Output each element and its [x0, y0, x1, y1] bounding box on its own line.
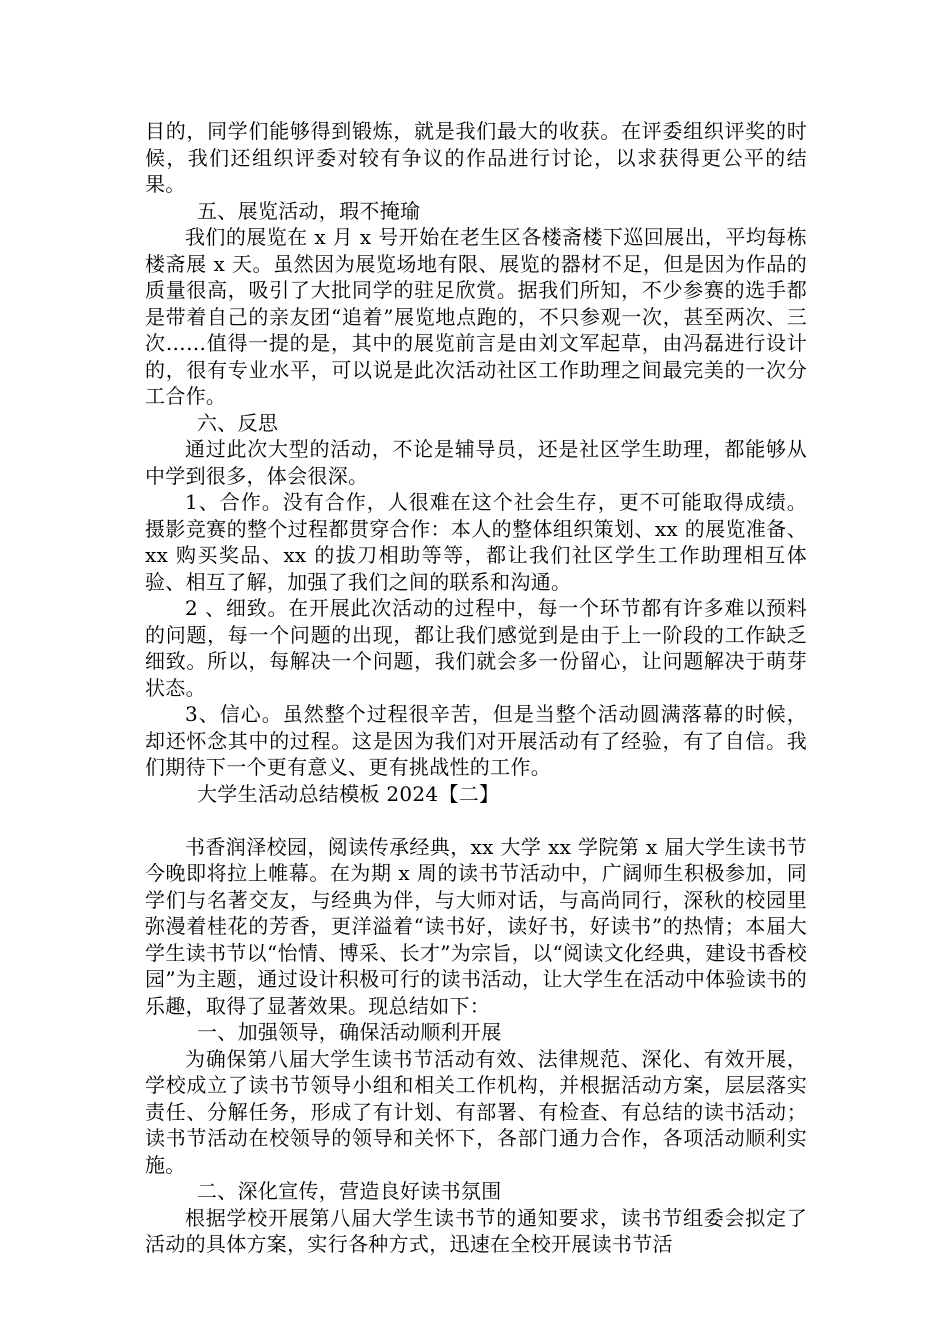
section-heading-exhibition: 五、展览活动，瑕不掩瑜	[197, 198, 421, 223]
paragraph-reading-festival: 书香润泽校园，阅读传承经典，xx 大学 xx 学院第 x 届大学生读书节今晚即将拉上帷幕。在为期 x 周的读书节活动中，广阔师生积极参加，同学们与名著交友，与经典为伴，与大师对话，与高尚同行，深秋的校园里弥漫着桂花的芳香，更洋溢着“读书好，读好书，好读书”的热情；本届大学生读书节以“怡情、博采、长才”为宗旨，以“阅读文化经典，建设书香校园”为主题，通过设计积极可行的读书活动，让大学生在活动中体验读书的乐趣，取得了显著效果。现总结如下：	[145, 834, 807, 1018]
paragraph-confidence: 3、信心。虽然整个过程很辛苦，但是当整个活动圆满落幕的时候，却还怀念其中的过程。这是因为我们对开展活动有了经验，有了自信。我们期待下一个更有意义、更有挑战性的工作。	[145, 702, 807, 779]
section-heading-publicity: 二、深化宣传，营造良好读书氛围	[197, 1179, 502, 1203]
section-heading-leadership: 一、加强领导，确保活动顺利开展	[197, 1020, 502, 1044]
paragraph-reflection-intro: 通过此次大型的活动，不论是辅导员，还是社区学生助理，都能够从中学到很多，体会很深。	[145, 437, 807, 488]
section-heading-reflection: 六、反思	[197, 410, 279, 435]
paragraph-leadership: 为确保第八届大学生读书节活动有效、法律规范、深化、有效开展，学校成立了读书节领导小组和相关工作机构，并根据活动方案，层层落实责任、分解任务，形成了有计划、有部署、有检查、有总结的读书活动；读书节活动在校领导的领导和关怀下，各部门通力合作，各项活动顺利实施。	[145, 1046, 807, 1177]
paragraph-publicity: 根据学校开展第八届大学生读书节的通知要求，读书节组委会拟定了活动的具体方案，实行各种方式，迅速在全校开展读书节活	[145, 1205, 807, 1256]
template-title-two: 大学生活动总结模板 2024【二】	[197, 781, 500, 806]
paragraph-cooperation: 1、合作。没有合作，人很难在这个社会生存，更不可能取得成绩。摄影竞赛的整个过程都贯穿合作：本人的整体组织策划、xx 的展览准备、xx 购买奖品、xx 的拔刀相助等等，都让我们社区学生工作助理相互体验、相互了解，加强了我们之间的联系和沟通。	[145, 490, 807, 594]
document-page	[145, 118, 807, 1258]
paragraph-meticulous: 2 、细致。在开展此次活动的过程中，每一个环节都有许多难以预料的问题，每一个问题的出现，都让我们感觉到是由于上一阶段的工作缺乏细致。所以，每解决一个问题，我们就会多一份留心，让问题解决于萌芽状态。	[145, 596, 807, 700]
blank-line	[145, 807, 807, 834]
paragraph-continuation: 目的，同学们能够得到锻炼，就是我们最大的收获。在评委组织评奖的时候，我们还组织评委对较有争议的作品进行讨论，以求获得更公平的结果。	[145, 119, 807, 196]
paragraph-exhibition: 我们的展览在 x 月 x 号开始在老生区各楼斋楼下巡回展出，平均每栋楼斋展 x 天。虽然因为展览场地有限、展览的器材不足，但是因为作品的质量很高，吸引了大批同学的驻足欣赏。据我们所知，不少参赛的选手都是带着自己的亲友团“追着”展览地点跑的，不只参观一次，甚至两次、三次……值得一提的是，其中的展览前言是由刘文军起草，由冯磊进行设计的，很有专业水平，可以说是此次活动社区工作助理之间最完美的一次分工合作。	[145, 225, 807, 408]
